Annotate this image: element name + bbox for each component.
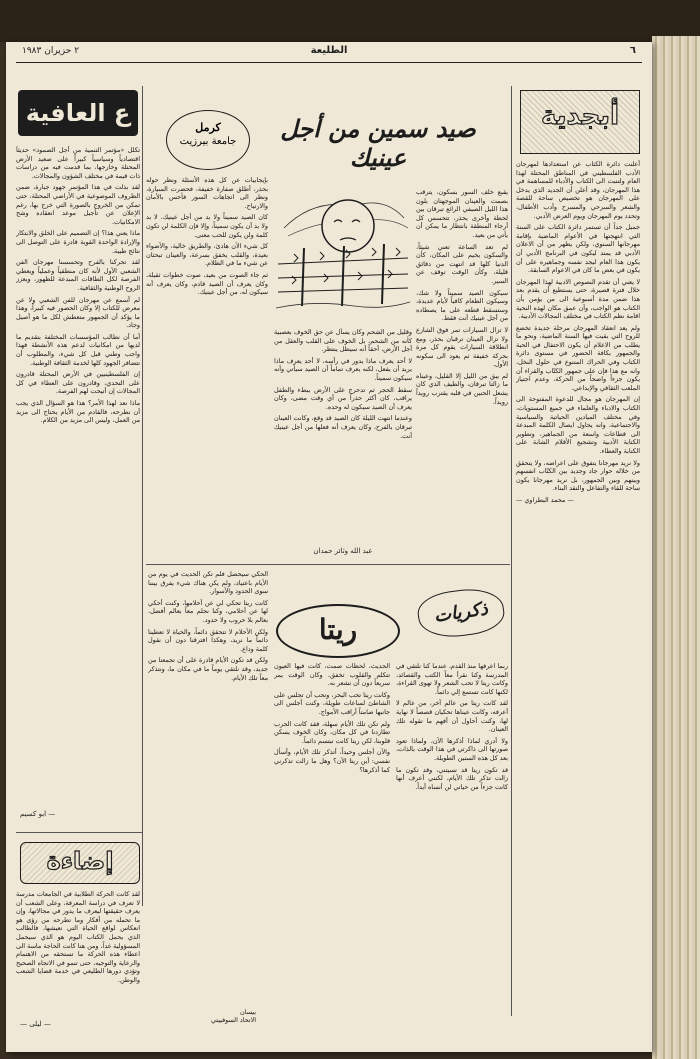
issue-date: ٢ حزيران ١٩٨٣ [22, 46, 80, 56]
rita-paragraph: وكانت ريتا تحب البحر، وتحب أن تجلس على الشاطئ لساعات طويلة، وكنت أجلس الى جانبها صامتاً أراقب الأمواج. [274, 690, 390, 716]
alafia-paragraph: إن الفلسطينيين في الأرض المحتلة قادرون على التحدي، وقادرون على العطاء في كل المجالات إن أتيحت لهم الفرصة. [16, 370, 140, 396]
rita-label-box [415, 584, 507, 642]
alafia-paragraph: لقد تحركنا بالفرح وتحسسنا مهرجان الفن الشعبي الأول لأنه كان منطقياً وعملياً ويعطي الفرصة لكل الطاقات المبدعة للظهور، ويعزز الروح الوطنية والثقافية. [16, 258, 140, 292]
alafia-signature: — ابو كسيم [20, 810, 56, 818]
author-name: كرمل [195, 121, 221, 134]
alafia-paragraph: لقد بذلت في هذا المؤتمر جهود جبارة، ضمن الظروف الموضوعية في الأراضي المحتلة، حتى تمكن من الخروج بالصورة التي خرج بها، رغم الإعلان عن تأجيل موعد انعقاده وشح الامكانيات. [16, 183, 140, 226]
alafia-title: ع العافية [25, 99, 131, 127]
abjadiya-paragraph: ولم يعد انعقاد المهرجان مرحلة جديدة تخضع للروح التي بقيت فيها السنة الماضية، ونحو ما يطلب من الاعلام أن يكون الاحتفال في الحبة والجمهور بكافة الحضور في مستوى دائرة الكتاب وفي الحراك المتنوع في حلول النخل، وانه مع هذا فإن على جمهور الكتّاب والقراء أن يكون جزءاً واضحاً من الحركة، وعدم اجتياز الملعب الثقافي والإبداعي. [516, 323, 640, 392]
abjadiya-logo [520, 90, 640, 154]
abjadiya-column [516, 160, 640, 1010]
newspaper-page [6, 42, 652, 1052]
background-strip [0, 0, 700, 42]
story-paragraph: سقط الحجر ثم تدحرج على الأرض ببطء والطفل يراقب، كان أكثر حذراً من أي وقت مضى، وكان يعرف أن الصيد سيكون له وحده. [274, 385, 412, 411]
rita-col-c [148, 570, 268, 1002]
book-binding [652, 36, 700, 1059]
rita-paragraph: الحكي سيحصل فلم تكن الحديث في يوم من الأيام باعتياد، ولم يكن هناك شيء يفرق بيننا سوى الحدود والأسوار. [148, 570, 268, 596]
alafia-paragraph: ماذا يعني هذا؟ إن التصميم على الخلق والابتكار والإرادة الواحدة القوية قادرة على التوصل الى نتائج طيبة. [16, 229, 140, 255]
abjadiya-paragraph: ولا نريد مهرجانا يتفوق على اعراضه، ولا يتحقق من خلاله حوار جاد وجديد بين الكتّاب انفسهم وبينهم وبين الجمهور، بل نريد مهرجانا يكون ساحة للقاء والتفاعل والنقد البناء. [516, 458, 640, 493]
abjadiya-paragraph: إن المهرجان هو مجال للدعوة المفتوحة الى الكتاب والادباء والعلماء في جميع المستويات، وفي مختلف الميادين الحياتية والسياسية والاجتماعية، وانه يحاول ايصال الكلمة المبدعة الى قطاعات واسعة من الجماهير، وتطوير الكتابة الأدبية وتشجيع الأقلام الشابة على الكتابة والعطاء. [516, 395, 640, 455]
page-header [16, 42, 642, 63]
story-paragraph: لا تزال السيارات تمر فوق الشارع ولا تزال العينان ترقبان بحذر، ومع انطلاقة السيارات يقوم كل مرة بحركة خفيفة ثم يعود الى سكونه الأول. [416, 325, 508, 369]
column-divider [511, 86, 512, 1016]
story-paragraph: ثم جاء الصوت من بعيد، صوت خطوات ثقيلة، وكان يعرف أن الصيد قادم، وكان يعرف أنه سيكون له، من أجل عينيك. [146, 270, 268, 297]
alafia-logo [18, 90, 138, 136]
story-paragraph: بإيجابيات عن كل هذه الأسئلة ونظر حوله بحذر، أطلق صفارة خفيفة، فحضرت السيارة، ونظر الى اتجاهات السور فأحس بالأمان والارتياح. [146, 176, 268, 210]
alafia-column [16, 146, 140, 806]
story-paragraph: كان الصيد سميناً ولا بد من أجل عينيك، لا بد ولا بد أن يكون سميناً، وإلا فإن الكلمة لن تكون كلمة ولن يكون للحب معنى. [146, 213, 268, 239]
main-story-col-b [274, 328, 412, 558]
idaa-paragraph: لقد كانت الحركة الطلابية في الجامعات مدرسة لا تعرف في دراسة المعرفة، وعلى الشعب أن يعرف حقيقتها ليعرف ما يدور في مجالاتها، وإن ما تحمله من أفكار وما تطرحه من رؤى هو انعكاس لواقع الحياة التي نعيشها، فالطالب الذي يحمل الكتاب اليوم هو الذي سيحمل المسؤولية غداً، ومن هنا كانت الحاجة ماسة الى اعطاء هذه الحركة ما تستحقه من الاهتمام والرعاية والتوجيه، حتى تنمو في الاتجاه الصحيح وتؤدي دورها الطليعي في خدمة قضايا الشعب والوطن. [16, 890, 140, 984]
main-story-col-c [146, 176, 268, 558]
story-paragraph: سيكون الصيد سميناً ولا شك، وسيكون الطعام كافياً لأيام عديدة، وستسقط قطعه على ما يصطاده من أجل عينيك أنت فقط. [416, 288, 508, 323]
main-story-col-a [416, 188, 508, 558]
story-illustration [274, 188, 412, 320]
story-paragraph: وعندما انتهت الليلة كان الصيد قد وقع، وكانت العينان تبرقان بالفرح، وكان يعرف أنه فعلها من أجل عينيك أنت. [274, 414, 412, 440]
story-paragraph: لا أحد يعرف ماذا يدور في رأسه، لا أحد يعرف ماذا يريد أن يفعل، لكنه يعرف تماماً أن الصيد سيأتي وأنه سيكون سميناً. [274, 356, 412, 382]
rita-paragraph: ولكن قد تكون الأيام قادرة على أن تجمعنا من جديد، وقد نلتقي يوماً ما في مكان ما، ونتذكر معاً تلك الأيام. [148, 656, 268, 682]
alafia-paragraph: تكلل «مؤتمر التنمية من أجل الصمود» حديثاً اقتصادياً وسياسياً كبيراً على صعيد الأرض المحتلة وخارجها، بما قدمت فيه من دراسات ذات قيمة في مختلف الشؤون والمجالات. [16, 146, 140, 180]
rita-paragraph: والآن أجلس وحيداً، أتذكر تلك الأيام، وأسأل نفسي: أين ريتا الآن؟ وهل ما زالت تذكرني كما أذكرها؟ [274, 748, 390, 774]
idaa-column [16, 890, 140, 1010]
idaa-signature: — ليلى — [20, 1020, 51, 1028]
author-affiliation: جامعة بيرزيت [179, 136, 237, 147]
rita-paragraph: ولكن الأحلام لا تتحقق دائماً، والحياة لا تعطينا دائماً ما نريد، وهكذا افترقنا دون أن نقول كلمة وداع. [148, 627, 268, 653]
main-story-title: صيد سمين من أجل عينيك [280, 114, 476, 172]
rita-title: ريتا [318, 613, 358, 646]
story-paragraph: لم تعد الساعة تعني شيئاً، والسكون يخيم على المكان، كأن الدنيا كلها قد انتهت من دقائق قليلة، وكأن الوقت توقف عن السير. [416, 242, 508, 285]
alafia-paragraph: ماذا نعد لهذا الأمر؟ هذا هو السؤال الذي يجب أن نطرحه، فالقادم من الأيام يحتاج الى مزيد من العمل، وليس الى مزيد من الكلام. [16, 399, 140, 425]
author-badge [166, 110, 250, 170]
paper-name: الطليعة [310, 45, 348, 56]
rita-label: ذكريات [432, 598, 490, 627]
story-paragraph: لم يبق من الليل إلا القليل، وعيناه ما زالتا تبرقان، والطيف الذي كان يشعل الحنين في قلبه يقترب رويداً رويداً. [416, 371, 508, 406]
rita-paragraph: ربما اعرفها منذ القدم، عندما كنا نلتقي في المدرسة وكنا نقرأ معاً الكتب والقصائد، وكانت ريتا لا تحب الشعر ولا تهوى القراءة، لكنها كانت تستمع إلي دائماً. [396, 662, 508, 696]
sun-barbed-wire-drawing [274, 188, 412, 320]
rita-paragraph: ولا أدري لماذا أذكرها الآن، ولماذا تعود صورتها الى ذاكرتي في هذا الوقت بالذات، بعد كل هذه السنين الطويلة. [396, 736, 508, 762]
rita-paragraph: الحديث، لحظات صمت، كانت فيها العيون تتكلم والقلوب تخفق، وكان الوقت يمر سريعاً دون أن نشعر به. [274, 662, 390, 688]
rita-col-b [274, 662, 390, 1052]
page-number: ٦ [629, 45, 636, 56]
abjadiya-signature: — محمد البطراوي — [516, 495, 574, 504]
rita-paragraph: لقد كانت ريتا من عالم آخر، من عالم لا أعرفه، وكانت عيناها تحكيان قصصاً لا نهاية لها، وكنت أحاول أن أفهم ما تقوله تلك العينان. [396, 699, 508, 734]
section-divider [16, 832, 142, 833]
rita-paragraph: كانت ريتا تحكي لي عن أحلامها، وكنت أحكي لها عن أحلامي، وكنا نحلم معاً بعالم أفضل، بعالم بلا حروب ولا حدود. [148, 598, 268, 624]
story-paragraph: كل شيء الآن هادئ، والطريق خالية، والأضواء بعيدة، والقلب يخفق بسرعة، والعينان تبحثان عن شيء ما في الظلام. [146, 242, 268, 268]
abjadiya-paragraph: أعلنت دائرة الكتاب عن استعدادها لمهرجان الأدب الفلسطيني في المناطق المحتلة لهذا العام ولتنبت الى الكتاب والأدباء للمساهمة في هذا المهرجان، وقد أعلن أن الجديد الذي يدخل على المهرجان هو تخصيص ساحة للقصة والشعر والسرحي والمسرح وأدب الأطفال، وتحدد يوم المهرجان ويوم العرض الأدبي. [516, 160, 640, 220]
alafia-paragraph: أما أن نطالب المؤسسات المختلفة بتقديم ما لديها من امكانيات لدعم هذه الأنشطة فهذا واجب وطني قبل كل شيء، والمطلوب أن تتضافر الجهود كلها لخدمة الثقافة الوطنية. [16, 332, 140, 367]
story-paragraph: يقبع خلف السور بسكون، يترقب بصمت والعينان الموجهتان بلون هذا الليل الصيفي الرائع تبرقان بين لحظة وأخرى بحذر، تتحسس كل أرجاء المنطقة بانتظار ما يمكن أن يأتي من بعيد. [416, 188, 508, 239]
abjadiya-paragraph: لا يعني أن تقدم النصوص الادبية لهذا المهرجان خلال فترة قصيرة، حتى يستطيع أن يقدم بعد هذا ضمن مدة أسبوعية الى من يؤمن بأن الكتاب هو الواجب، وأن عمق مكان لهذه النحية اقامة نظم الكتاب في مختلف المجالات الأدبية. [516, 277, 640, 321]
rita-paragraph: قد تكون ريتا قد نسيتني، وقد تكون ما زالت تذكر تلك الأيام، لكنني أعرف أنها كانت جزءاً من حياتي لن أنساه أبداً. [396, 765, 508, 791]
abjadiya-title: أبجدية [541, 101, 619, 131]
section-divider [146, 564, 510, 565]
rita-col-a [396, 662, 508, 1052]
rita-signature: بيسان الاتحاد السوفييتي [210, 1008, 256, 1024]
idaa-logo [20, 842, 140, 884]
column-divider [142, 86, 143, 906]
story-paragraph: وقليل من الشحم وكان يسأل عن حق الخوف بعصبية كأنه من الشحم، بل الخوف على القلب والعقل من أجل الأرض، أحقاً أنه سيظل ينتظر. [274, 328, 412, 354]
rita-paragraph: ولم تكن تلك الأيام سهلة، فقد كانت الحرب تطاردنا في كل مكان، وكان الخوف يسكن قلوبنا، لكن ريتا كانت تبتسم دائماً. [274, 719, 390, 745]
main-story-signature: عبد الله وثائر حمدان [313, 547, 373, 555]
alafia-paragraph: لم أسمع عن مهرجان للفن الشعبي ولا عن معرض للكتاب إلا وكان الحضور فيه كبيراً، وهذا ما يؤكد أن الجمهور متعطش لكل ما هو أصيل وجاد. [16, 295, 140, 330]
rita-title-box [276, 604, 400, 658]
idaa-title: إضاءة [46, 847, 114, 875]
abjadiya-paragraph: جميل جداً أن تستمر دائرة الكتاب على السنة التي انتهجتها في الأعوام الماضية بإقامة مهرجانها السنوي، ولكن يظهر من أن الاعلان الأدبي قد يمتد ليكون في البرنامج الأدبي أن يكون هذا العام ليجد نفسه وجماهيره على أن يكون في بعض ما كان في الاعوام السابقة. [516, 223, 640, 275]
